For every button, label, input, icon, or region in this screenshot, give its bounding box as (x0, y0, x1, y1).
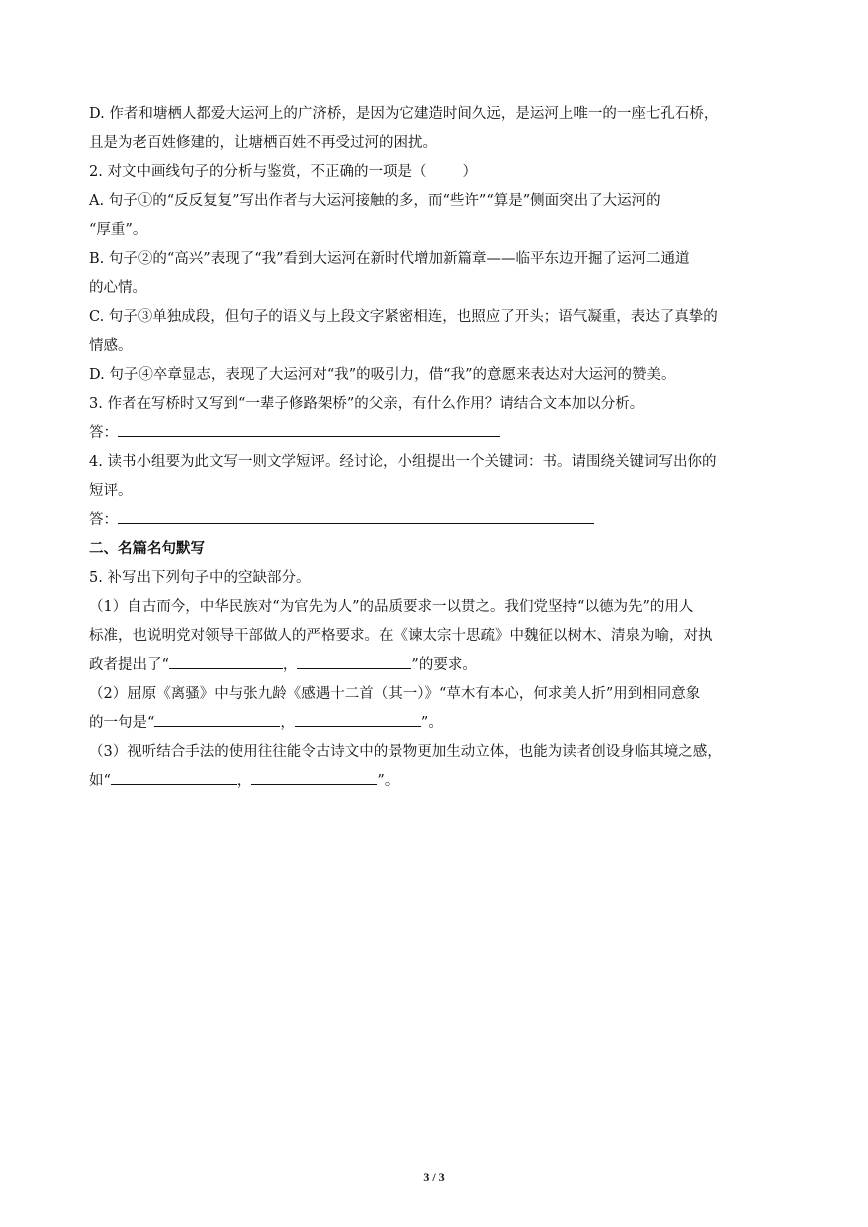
q5-part-1-line-2: 标准，也说明党对领导干部做人的严格要求。在《谏太宗十思疏》中魏征以树木、清泉为喻，对执 (89, 628, 713, 644)
question-3-answer (89, 419, 789, 448)
q2-option-a-line-2: “厚重”。 (89, 222, 148, 238)
fill-blank-1a[interactable] (169, 654, 283, 669)
fill-blank-2a[interactable] (154, 712, 280, 727)
answer-blank-q4[interactable] (118, 509, 594, 524)
q5-part-3-suffix: ”。 (377, 773, 400, 789)
question-4-line-2: 短评。 (89, 483, 133, 499)
answer-blank-q3[interactable] (118, 422, 500, 437)
q5-part-2-prefix: 的一句是“ (89, 715, 155, 731)
q2-option-b-line-1: B. 句子②的“高兴”表现了“我”看到大运河在新时代增加新篇章——临平东边开掘了运河二通道 (89, 251, 690, 267)
question-2-text: 2. 对文中画线句子的分析与鉴赏，不正确的一项是（ (89, 164, 427, 180)
q5-part-2-line-1: （2）屈原《离骚》中与张九龄《感遇十二首（其一）》“草木有本心，何求美人折”用到相同意象 (89, 686, 701, 702)
question-4-answer (89, 506, 789, 535)
q5-part-2-line-2 (89, 709, 789, 738)
q5-part-1-line-3 (89, 651, 789, 680)
q5-part-1-prefix: 政者提出了“ (89, 657, 169, 673)
comma: ， (282, 657, 298, 673)
q5-part-2-suffix: ”。 (420, 715, 443, 731)
question-3: 3. 作者在写桥时又写到“一辈子修路架桥”的父亲，有什么作用？请结合文本加以分析。 (89, 396, 645, 412)
document-body (89, 100, 789, 796)
section-2-heading: 二、名篇名句默写 (89, 541, 205, 557)
q5-part-3-line-2 (89, 767, 789, 796)
q5-part-3-prefix: 如“ (89, 773, 111, 789)
q5-part-1-suffix: ”的要求。 (411, 657, 477, 673)
option-d-line-1: D. 作者和塘栖人都爱大运河上的广济桥，是因为它建造时间久远，是运河上唯一的一座七孔石桥， (89, 106, 719, 122)
comma: ， (280, 715, 295, 731)
fill-blank-3b[interactable] (251, 770, 377, 785)
answer-label: 答： (89, 425, 118, 441)
question-2-close-paren: ） (462, 164, 477, 180)
q2-option-d: D. 句子④卒章显志，表现了大运河对“我”的吸引力，借“我”的意愿来表达对大运河的赞美。 (89, 367, 676, 383)
page-number: 3 / 3 (423, 1170, 445, 1184)
fill-blank-1b[interactable] (297, 654, 411, 669)
question-5: 5. 补写出下列句子中的空缺部分。 (89, 570, 311, 586)
q2-option-c-line-1: C. 句子③单独成段，但句子的语义与上段文字紧密相连，也照应了开头；语气凝重，表达了真挚的 (89, 309, 718, 325)
answer-label: 答： (89, 512, 118, 528)
question-2-stem (89, 158, 789, 187)
fill-blank-2b[interactable] (295, 712, 421, 727)
q2-option-a-line-1: A. 句子①的“反反复复”写出作者与大运河接触的多，而“些许”“算是”侧面突出了大运河的 (89, 193, 661, 209)
fill-blank-3a[interactable] (111, 770, 237, 785)
question-4-line-1: 4. 读书小组要为此文写一则文学短评。经讨论，小组提出一个关键词：书。请围绕关键词写出你的 (89, 454, 717, 470)
q2-option-c-line-2: 情感。 (89, 338, 133, 354)
option-d-line-2: 且是为老百姓修建的，让塘栖百姓不再受过河的困扰。 (89, 135, 437, 151)
q2-option-b-line-2: 的心情。 (89, 280, 147, 296)
comma: ， (236, 773, 252, 789)
q5-part-1-line-1: （1）自古而今，中华民族对“为官先为人”的品质要求一以贯之。我们党坚持“以德为先”的用人 (89, 599, 694, 615)
q5-part-3-line-1: （3）视听结合手法的使用往往能令古诗文中的景物更加生动立体，也能为读者创设身临其境之感， (89, 744, 722, 760)
